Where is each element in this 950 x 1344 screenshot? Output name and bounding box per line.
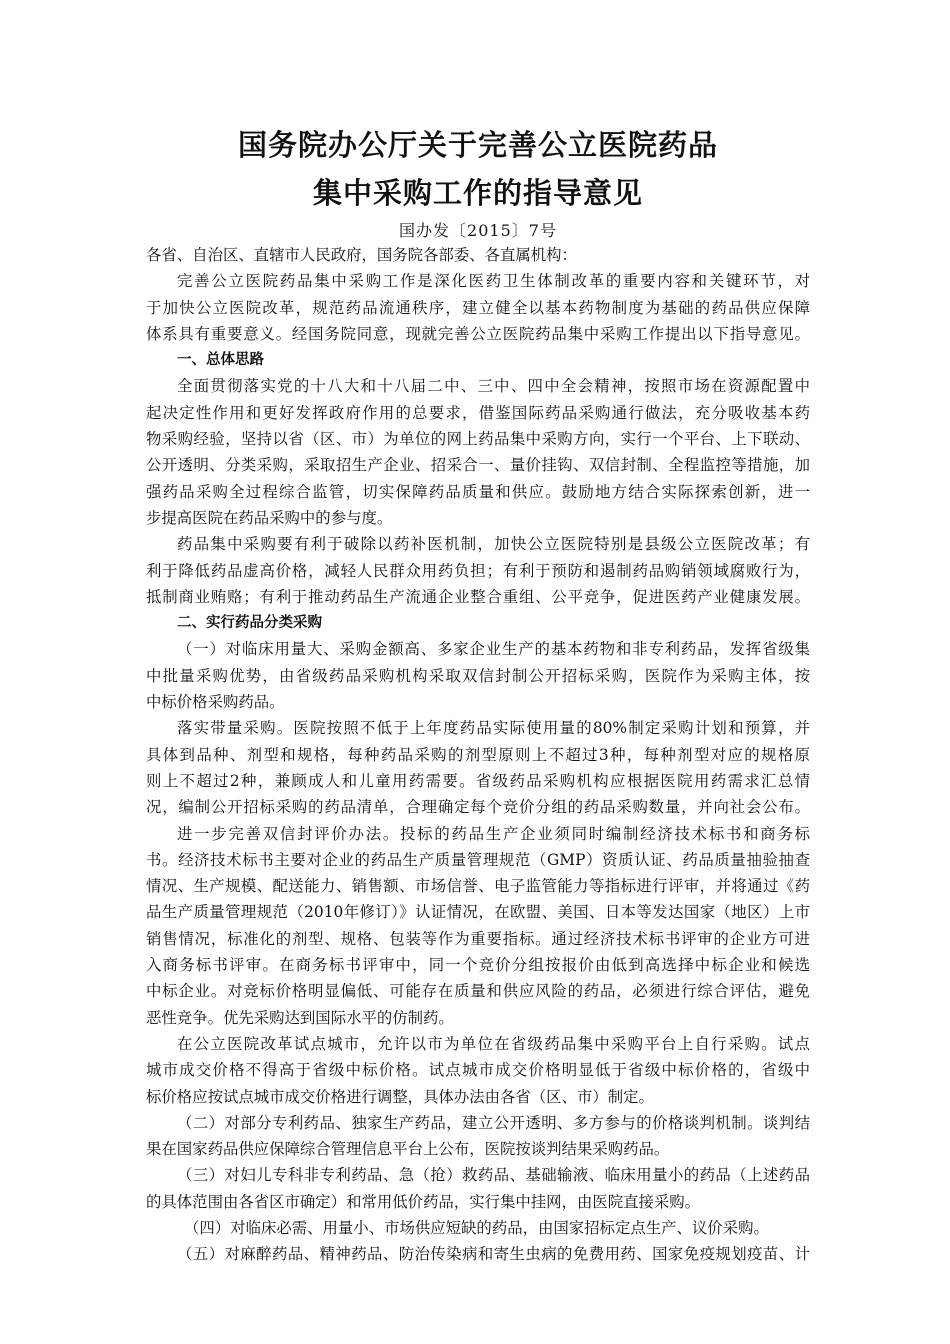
section-heading-2: 二、实行药品分类采购: [177, 615, 322, 632]
paragraph-line: 中标价格采购药品。: [146, 693, 285, 712]
paragraph-line: 情况、生产规模、配送能力、销售额、市场信誉、电子监管能力等指标进行评审，并将通过《药: [146, 877, 810, 896]
paragraph-line: 恶性竞争。优先采购达到国际水平的仿制药。: [146, 1008, 454, 1027]
document-title-line-1: 国务院办公厅关于完善公立医院药品: [237, 128, 718, 162]
document-number: 国办发〔2015〕7号: [399, 221, 557, 240]
paragraph-line: 入商务标书评审。在商务标书评审中，同一个竞价分组按报价由低到高选择中标企业和候选: [146, 956, 810, 975]
paragraph-line: 抵制商业贿赂；有利于推动药品生产流通企业整合重组、公平竞争，促进医药产业健康发展。: [146, 587, 810, 606]
paragraph-line: 销售情况，标准化的剂型、规格、包装等作为重要指标。通过经济技术标书评审的企业方可进: [146, 929, 810, 948]
paragraph-line: 中批量采购优势，由省级药品采购机构采取双信封制公开招标采购，医院作为采购主体，按: [146, 666, 810, 685]
paragraph-line: 体系具有重要意义。经国务院同意，现就完善公立医院药品集中采购工作提出以下指导意见。: [146, 324, 810, 343]
paragraph-line: 步提高医院在药品采购中的参与度。: [146, 508, 393, 527]
paragraph-line: 起决定性作用和更好发挥政府作用的总要求，借鉴国际药品采购通行做法，充分吸收基本药: [146, 403, 810, 422]
paragraph-line: 具体到品种、剂型和规格，每种药品采购的剂型原则上不超过3种，每种剂型对应的规格原: [146, 745, 810, 764]
document-title-line-2: 集中采购工作的指导意见: [312, 176, 643, 210]
paragraph-line: （四）对临床必需、用量小、市场供应短缺的药品，由国家招标定点生产、议价采购。: [184, 1218, 769, 1237]
paragraph-line: （三）对妇儿专科非专利药品、急（抢）救药品、基础输液、临床用量小的药品（上述药品: [177, 1166, 810, 1185]
paragraph-line: 物采购经验，坚持以省（区、市）为单位的网上药品集中采购方向，实行一个平台、上下联动、: [146, 430, 810, 449]
document-body: [146, 242, 810, 1268]
paragraph-line: 城市成交价格不得高于省级中标价格。试点城市成交价格明显低于省级中标价格的，省级中: [146, 1061, 810, 1080]
salutation: 各省、自治区、直辖市人民政府，国务院各部委、各直属机构：: [146, 246, 577, 264]
paragraph-line: 公开透明、分类采购，采取招生产企业、招采合一、量价挂钩、双信封制、全程监控等措施，加: [146, 456, 810, 475]
paragraph-line: 于加快公立医院改革，规范药品流通秩序，建立健全以基本药物制度为基础的药品供应保障: [146, 298, 810, 317]
paragraph-line: 标价格应按试点城市成交价格进行调整，具体办法由各省（区、市）制定。: [146, 1087, 654, 1106]
paragraph-line: （二）对部分专利药品、独家生产药品，建立公开透明、多方参与的价格谈判机制。谈判结: [177, 1113, 810, 1132]
paragraph-line: 全面贯彻落实党的十八大和十八届二中、三中、四中全会精神，按照市场在资源配置中: [177, 377, 810, 396]
paragraph-line: 在公立医院改革试点城市，允许以市为单位在省级药品集中采购平台上自行采购。试点: [177, 1034, 810, 1053]
paragraph-line: （一）对临床用量大、采购金额高、多家企业生产的基本药物和非专利药品，发挥省级集: [177, 640, 810, 659]
paragraph-line: 书。经济技术标书主要对企业的药品生产质量管理规范（GMP）资质认证、药品质量抽验抽查: [146, 850, 810, 869]
paragraph-line: 落实带量采购。医院按照不低于上年度药品实际使用量的80%制定采购计划和预算，并: [177, 719, 810, 738]
paragraph-line: 完善公立医院药品集中采购工作是深化医药卫生体制改革的重要内容和关键环节，对: [177, 272, 810, 291]
paragraph-line: 中标企业。对竞标价格明显偏低、可能存在质量和供应风险的药品，必须进行综合评估，避免: [146, 982, 810, 1001]
paragraph-line: 的具体范围由各省区市确定）和常用低价药品，实行集中挂网，由医院直接采购。: [146, 1192, 701, 1211]
paragraph-line: 则上不超过2种，兼顾成人和儿童用药需要。省级药品采购机构应根据医院用药需求汇总情: [146, 771, 810, 790]
section-heading-1: 一、总体思路: [177, 352, 264, 369]
paragraph-line: 果在国家药品供应保障综合管理信息平台上公布，医院按谈判结果采购药品。: [146, 1140, 670, 1159]
paragraph-line: 况，编制公开招标采购的药品清单，合理确定每个竞价分组的药品采购数量，并向社会公布。: [146, 798, 810, 817]
paragraph-line: 利于降低药品虚高价格，减轻人民群众用药负担；有利于预防和遏制药品购销领域腐败行为，: [146, 561, 810, 580]
paragraph-line: （五）对麻醉药品、精神药品、防治传染病和寄生虫病的免费用药、国家免疫规划疫苗、计: [177, 1245, 810, 1264]
paragraph-line: 进一步完善双信封评价办法。投标的药品生产企业须同时编制经济技术标书和商务标: [177, 824, 810, 843]
paragraph-line: 强药品采购全过程综合监管，切实保障药品质量和供应。鼓励地方结合实际探索创新，进一: [146, 482, 810, 501]
paragraph-line: 药品集中采购要有利于破除以药补医机制，加快公立医院特别是县级公立医院改革；有: [177, 535, 810, 554]
paragraph-line: 品生产质量管理规范（2010年修订）》认证情况，在欧盟、美国、日本等发达国家（地区）上市: [146, 903, 810, 922]
